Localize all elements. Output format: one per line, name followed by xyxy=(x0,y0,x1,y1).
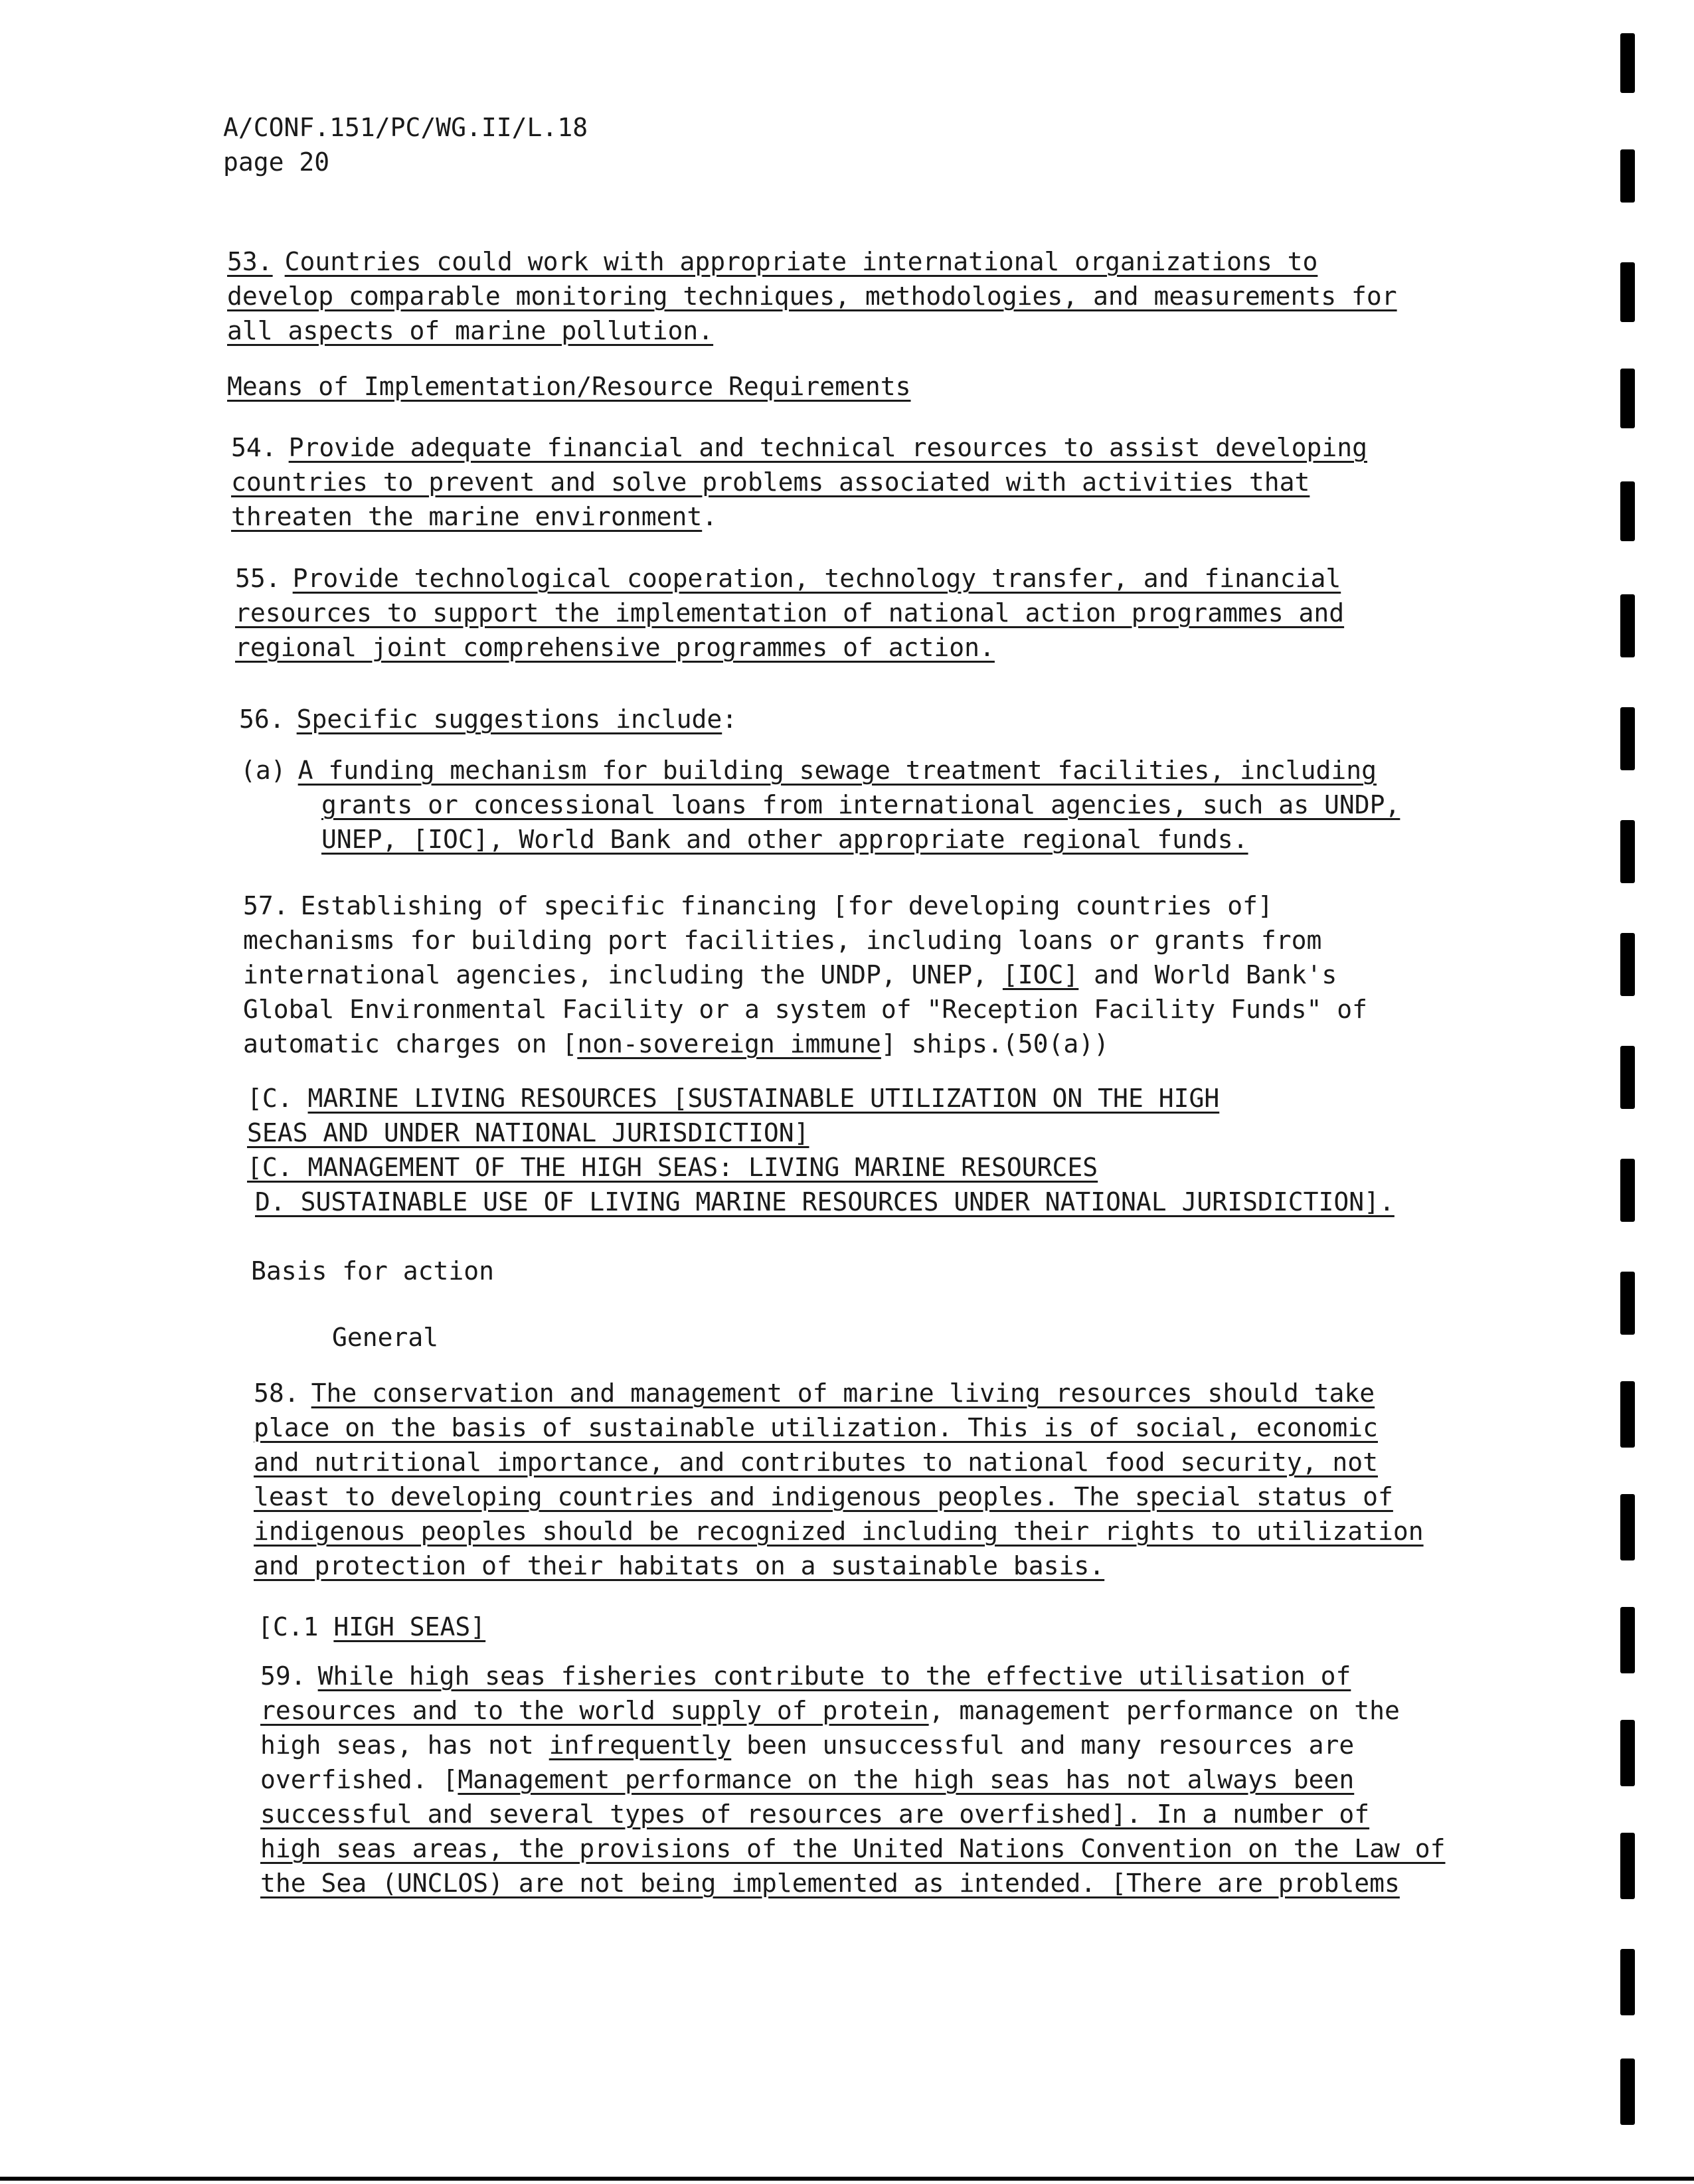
paragraph-text-line: Establishing of specific financing [for developing countries of] xyxy=(300,891,1273,920)
scan-edge-mark xyxy=(1620,2058,1635,2125)
paragraph-text-underlined: [IOC] xyxy=(1002,960,1079,989)
paragraph-text: international agencies, including the UNDP, UNEP, xyxy=(243,960,1003,989)
paragraph-text-line: the Sea (UNCLOS) are not being implemented as intended. [There are problems xyxy=(260,1869,1400,1898)
paragraph-text-line: Countries could work with appropriate international organizations to xyxy=(284,247,1318,276)
paragraph-text-underlined: infrequently xyxy=(549,1730,732,1760)
paragraph-number: 56. xyxy=(239,705,285,734)
paragraph-number: 58. xyxy=(254,1379,299,1408)
paragraph-58 xyxy=(254,1376,1424,1583)
scan-edge-mark xyxy=(1620,594,1635,657)
paragraph-number: 59. xyxy=(260,1661,306,1691)
paragraph-text-line: indigenous peoples should be recognized including their rights to utilization xyxy=(254,1517,1424,1546)
paragraph-text: and World Bank's xyxy=(1078,960,1337,989)
heading-bracket: [C. xyxy=(247,1084,293,1113)
heading-text-line: D. SUSTAINABLE USE OF LIVING MARINE RESOURCES UNDER NATIONAL JURISDICTION]. xyxy=(255,1187,1395,1217)
section-c1-heading xyxy=(258,1610,485,1644)
scan-edge-mark xyxy=(1620,820,1635,883)
paragraph-text-line: Provide adequate financial and technical resources to assist developing xyxy=(288,433,1367,462)
paragraph-text-line: threaten the marine environment xyxy=(231,502,703,531)
page-number: page 20 xyxy=(223,147,330,177)
section-heading-means xyxy=(227,369,911,404)
scan-edge-mark xyxy=(1620,1720,1635,1786)
scan-bottom-edge xyxy=(0,2177,1694,2181)
paragraph-text-line: all aspects of marine pollution. xyxy=(227,316,714,345)
scan-edge-mark xyxy=(1620,1046,1635,1109)
paragraph-56a xyxy=(240,753,1400,857)
paragraph-text: high seas, has not xyxy=(260,1730,549,1760)
paragraph-text: Specific suggestions include xyxy=(296,705,722,734)
paragraph-end-punct: . xyxy=(702,502,718,531)
paragraph-text-line: Global Environmental Facility or a system of "Reception Facility Funds" of xyxy=(243,995,1367,1024)
paragraph-text: overfished. [ xyxy=(260,1765,458,1794)
scan-edge-mark xyxy=(1620,262,1635,322)
paragraph-number: 54. xyxy=(231,433,277,462)
heading-bracket: [C.1 xyxy=(258,1612,334,1641)
paragraph-text: automatic charges on [ xyxy=(243,1029,578,1058)
paragraph-53 xyxy=(227,244,1397,348)
paragraph-text-line: resources to support the implementation of national action programmes and xyxy=(235,598,1345,628)
paragraph-text-underlined: resources and to the world supply of protein xyxy=(260,1696,929,1725)
heading-text-line: SEAS AND UNDER NATIONAL JURISDICTION] xyxy=(247,1118,809,1147)
paragraph-text: ] ships.(50(a)) xyxy=(881,1029,1110,1058)
scan-edge-mark xyxy=(1620,33,1635,93)
scan-edge-mark xyxy=(1620,1607,1635,1673)
scan-edge-mark xyxy=(1620,481,1635,541)
scan-edge-mark xyxy=(1620,1159,1635,1222)
scan-edge-mark xyxy=(1620,1381,1635,1448)
heading-text: HIGH SEAS] xyxy=(333,1612,486,1641)
paragraph-text-line: grants or concessional loans from international agencies, such as UNDP, xyxy=(321,790,1400,819)
paragraph-text-line: high seas areas, the provisions of the United Nations Convention on the Law of xyxy=(260,1834,1446,1863)
paragraph-text-line: A funding mechanism for building sewage treatment facilities, including xyxy=(297,756,1377,785)
scan-edge-mark xyxy=(1620,933,1635,996)
paragraph-text-line: least to developing countries and indigenous peoples. The special status of xyxy=(254,1482,1393,1511)
document-header xyxy=(223,110,588,179)
paragraph-text-underlined: non-sovereign immune xyxy=(577,1029,881,1058)
paragraph-56 xyxy=(239,702,737,736)
heading-text: Means of Implementation/Resource Requirements xyxy=(227,372,911,401)
paragraph-text: , management performance on the xyxy=(928,1696,1400,1725)
paragraph-text-line: Provide technological cooperation, technology transfer, and financial xyxy=(292,564,1341,593)
scan-edge-mark xyxy=(1620,1949,1635,2015)
paragraph-text-line: place on the basis of sustainable utilization. This is of social, economic xyxy=(254,1413,1378,1442)
general-heading: General xyxy=(332,1323,439,1352)
paragraph-text-line: and nutritional importance, and contributes to national food security, not xyxy=(254,1448,1378,1477)
heading-text-line: [C. MANAGEMENT OF THE HIGH SEAS: LIVING MARINE RESOURCES xyxy=(247,1153,1098,1182)
list-label: (a) xyxy=(240,756,286,785)
paragraph-number: 57. xyxy=(243,891,289,920)
paragraph-text-line: develop comparable monitoring techniques, methodologies, and measurements for xyxy=(227,282,1397,311)
paragraph-text-line: mechanisms for building port facilities, including loans or grants from xyxy=(243,926,1322,955)
paragraph-text-line: The conservation and management of marine living resources should take xyxy=(311,1379,1375,1408)
paragraph-57 xyxy=(243,888,1367,1061)
basis-for-action-heading: Basis for action xyxy=(251,1256,495,1286)
paragraph-55 xyxy=(235,561,1344,665)
paragraph-number: 55. xyxy=(235,564,281,593)
scan-edge-mark xyxy=(1620,1272,1635,1335)
paragraph-text-line: UNEP, [IOC], World Bank and other appropriate regional funds. xyxy=(321,825,1248,854)
heading-text-line: MARINE LIVING RESOURCES [SUSTAINABLE UTILIZATION ON THE HIGH xyxy=(307,1084,1220,1113)
paragraph-59 xyxy=(260,1659,1445,1900)
paragraph-text-underlined: Management performance on the high seas has not always been xyxy=(458,1765,1355,1794)
paragraph-54 xyxy=(231,430,1367,534)
paragraph-text-line: countries to prevent and solve problems associated with activities that xyxy=(231,467,1310,497)
paragraph-text: been unsuccessful and many resources are xyxy=(731,1730,1355,1760)
paragraph-end-punct: : xyxy=(722,705,738,734)
scan-edge-mark xyxy=(1620,1833,1635,1899)
paragraph-text-line: While high seas fisheries contribute to the effective utilisation of xyxy=(317,1661,1351,1691)
paragraph-text-line: successful and several types of resources are overfished]. In a number of xyxy=(260,1800,1370,1829)
scan-edge-mark xyxy=(1620,1494,1635,1560)
scan-edge-mark xyxy=(1620,369,1635,428)
document-symbol: A/CONF.151/PC/WG.II/L.18 xyxy=(223,113,588,142)
paragraph-text-line: and protection of their habitats on a sustainable basis. xyxy=(254,1551,1105,1580)
paragraph-text-line: regional joint comprehensive programmes of action. xyxy=(235,633,995,662)
paragraph-number: 53. xyxy=(227,247,273,276)
scan-edge-mark xyxy=(1620,707,1635,770)
section-c-heading xyxy=(247,1081,1395,1219)
scan-edge-mark xyxy=(1620,149,1635,203)
